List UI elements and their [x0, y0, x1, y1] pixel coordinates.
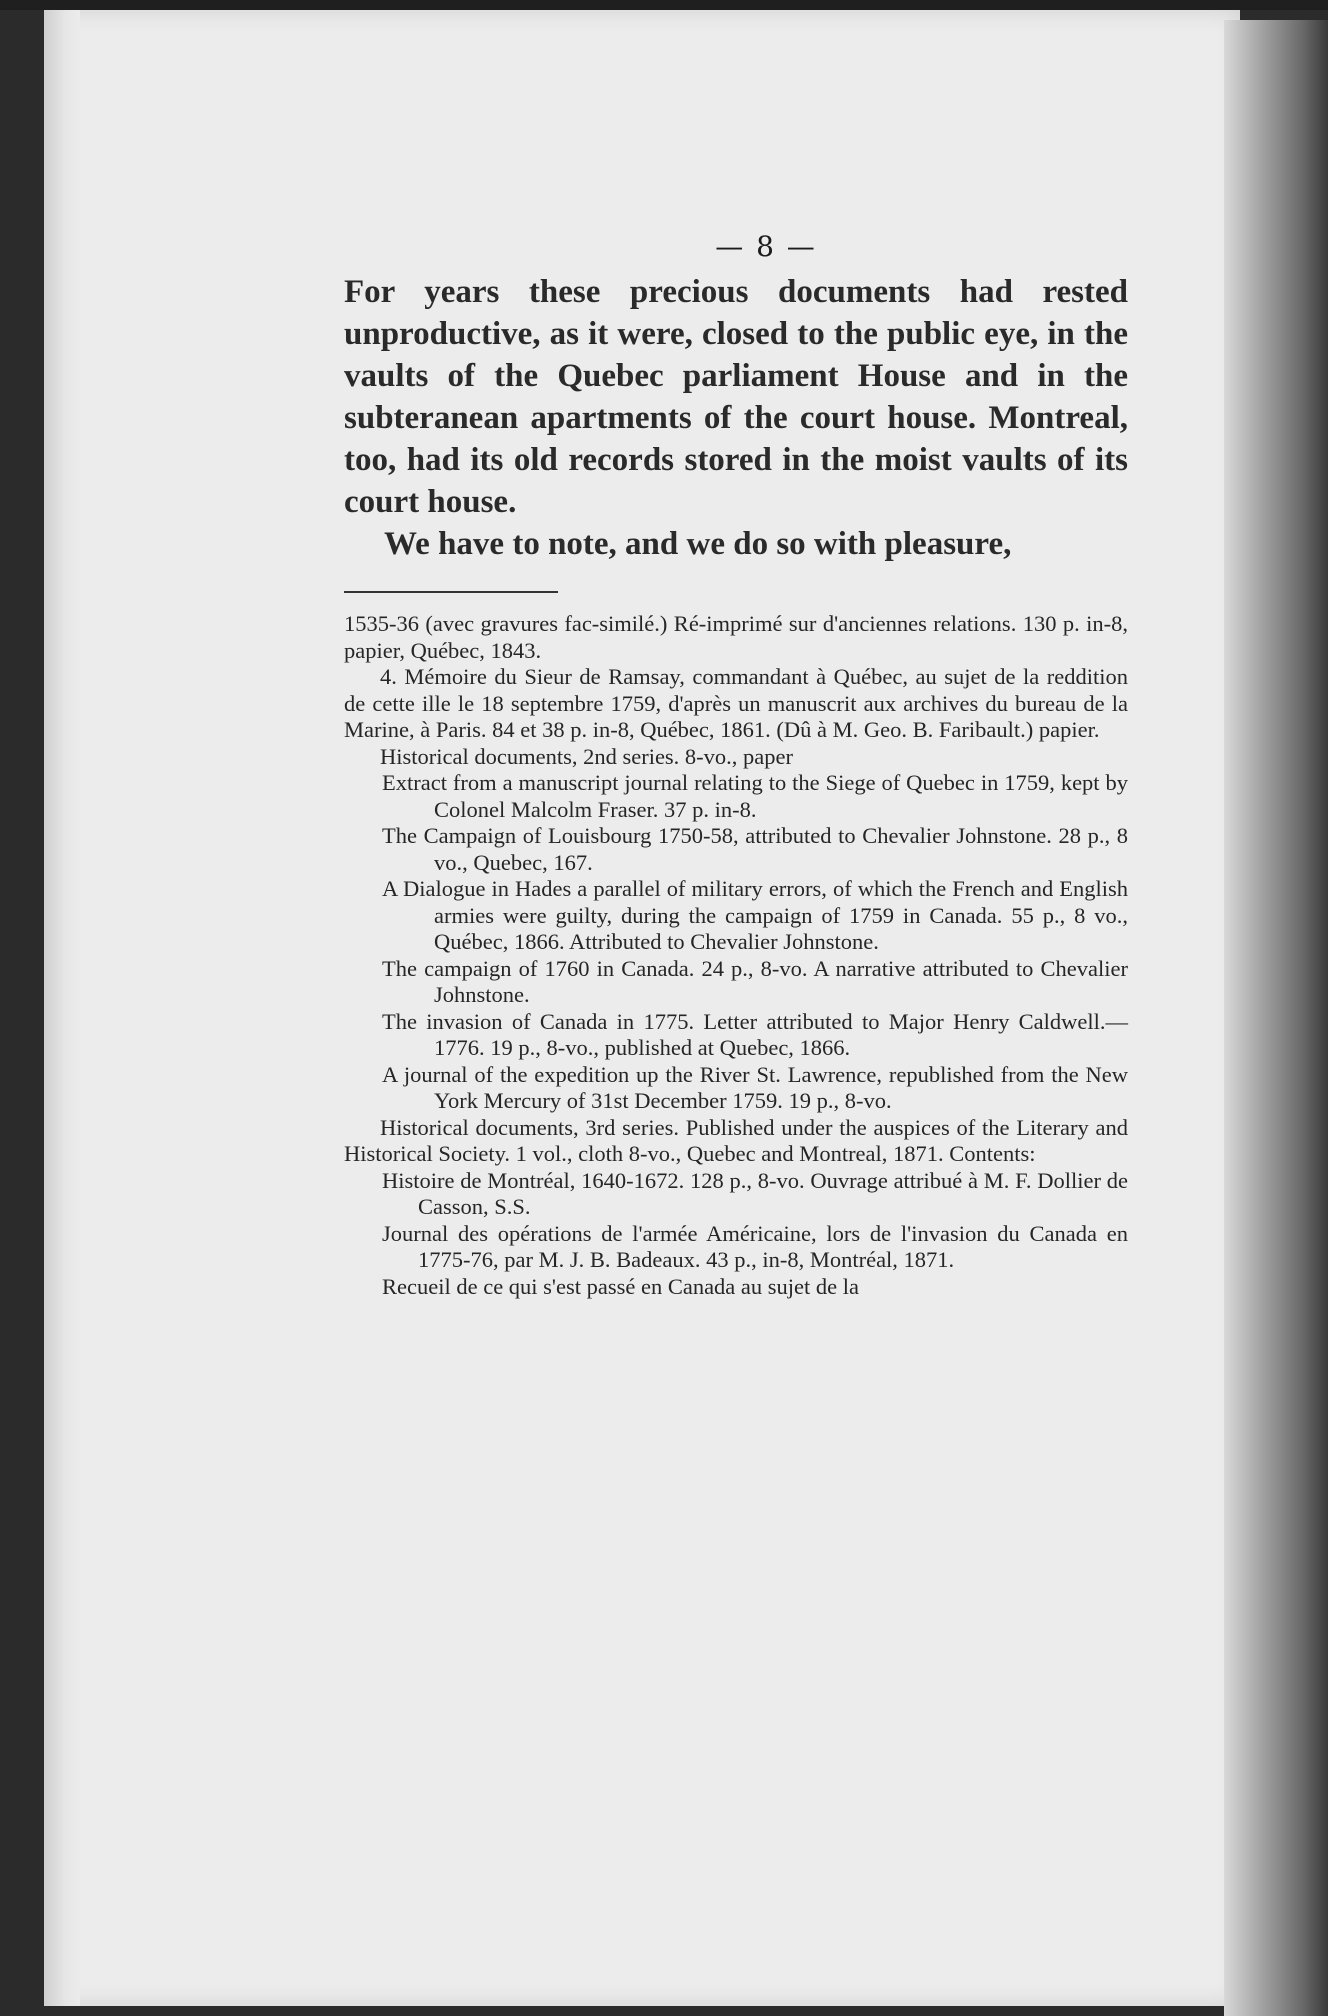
series-3-entry: Recueil de ce qui s'est passé en Canada au sujet de la — [382, 1273, 860, 1299]
series-3-entry: Journal des opérations de l'armée Américaine, lors de l'invasion du Canada en 1775-76, par M. J. B. Badeaux. 43 p., in-8, Montréal, 1871. — [382, 1220, 1128, 1272]
series-3-heading: Historical documents, 3rd series. Published under the auspices of the Literary and Historical Society. 1 vol., cloth 8-vo., Quebec and Montreal, 1871. Contents: — [344, 1114, 1128, 1166]
page-number: — 8 — — [715, 230, 817, 263]
page-gutter-shadow — [44, 10, 80, 2006]
body-paragraph-2: We have to note, and we do so with pleasure, — [384, 526, 1012, 562]
series-2-entry: Extract from a manuscript journal relating to the Siege of Quebec in 1759, kept by Colonel Malcolm Fraser. 37 p. in-8. — [382, 770, 1128, 822]
body-paragraph-1: For years these precious documents had rested unproductive, as it were, closed to the public eye, in the vaults of the Quebec parliament House and in the subteranean apartments of the court house. Montreal, too, had its old records stored in the moist vaults of its court house. — [344, 274, 1128, 520]
footnote-divider — [344, 591, 558, 593]
page-edge-shadow — [1224, 20, 1328, 2016]
scan-top-border — [0, 0, 1328, 10]
series-2-entry: The Campaign of Louisbourg 1750-58, attributed to Chevalier Johnstone. 28 p., 8 vo., Quebec, 167. — [382, 823, 1128, 875]
footnote-continuation: 1535-36 (avec gravures fac-similé.) Ré-imprimé sur d'anciennes relations. 130 p. in-8, papier, Québec, 1843. — [344, 611, 1128, 663]
series-3-entry: Histoire de Montréal, 1640-1672. 128 p., 8-vo. Ouvrage attribué à M. F. Dollier de Casson, S.S. — [382, 1167, 1128, 1219]
series-2-heading: Historical documents, 2nd series. 8-vo., paper — [380, 743, 794, 769]
series-2-entry: A journal of the expedition up the River St. Lawrence, republished from the New York Mercury of 31st December 1759. 19 p., 8-vo. — [382, 1061, 1128, 1113]
footnotes — [344, 611, 1128, 1300]
page-content — [344, 230, 1128, 1300]
series-2-entry: A Dialogue in Hades a parallel of military errors, of which the French and English armies were guilty, during the campaign of 1759 in Canada. 55 p., 8 vo., Québec, 1866. Attributed to Chevalier Johnstone. — [382, 876, 1128, 954]
series-2-entry: The invasion of Canada in 1775. Letter attributed to Major Henry Caldwell.—1776. 19 p., 8-vo., published at Quebec, 1866. — [382, 1008, 1128, 1060]
series-2-entry: The campaign of 1760 in Canada. 24 p., 8-vo. A narrative attributed to Chevalier Johnstone. — [382, 955, 1128, 1007]
footnote-item-4: 4. Mémoire du Sieur de Ramsay, commandant à Québec, au sujet de la reddition de cette ille le 18 septembre 1759, d'après un manuscrit aux archives du bureau de la Marine, à Paris. 84 et 38 p. in-8, Québec, 1861. (Dû à M. Geo. B. Faribault.) papier. — [344, 664, 1128, 742]
